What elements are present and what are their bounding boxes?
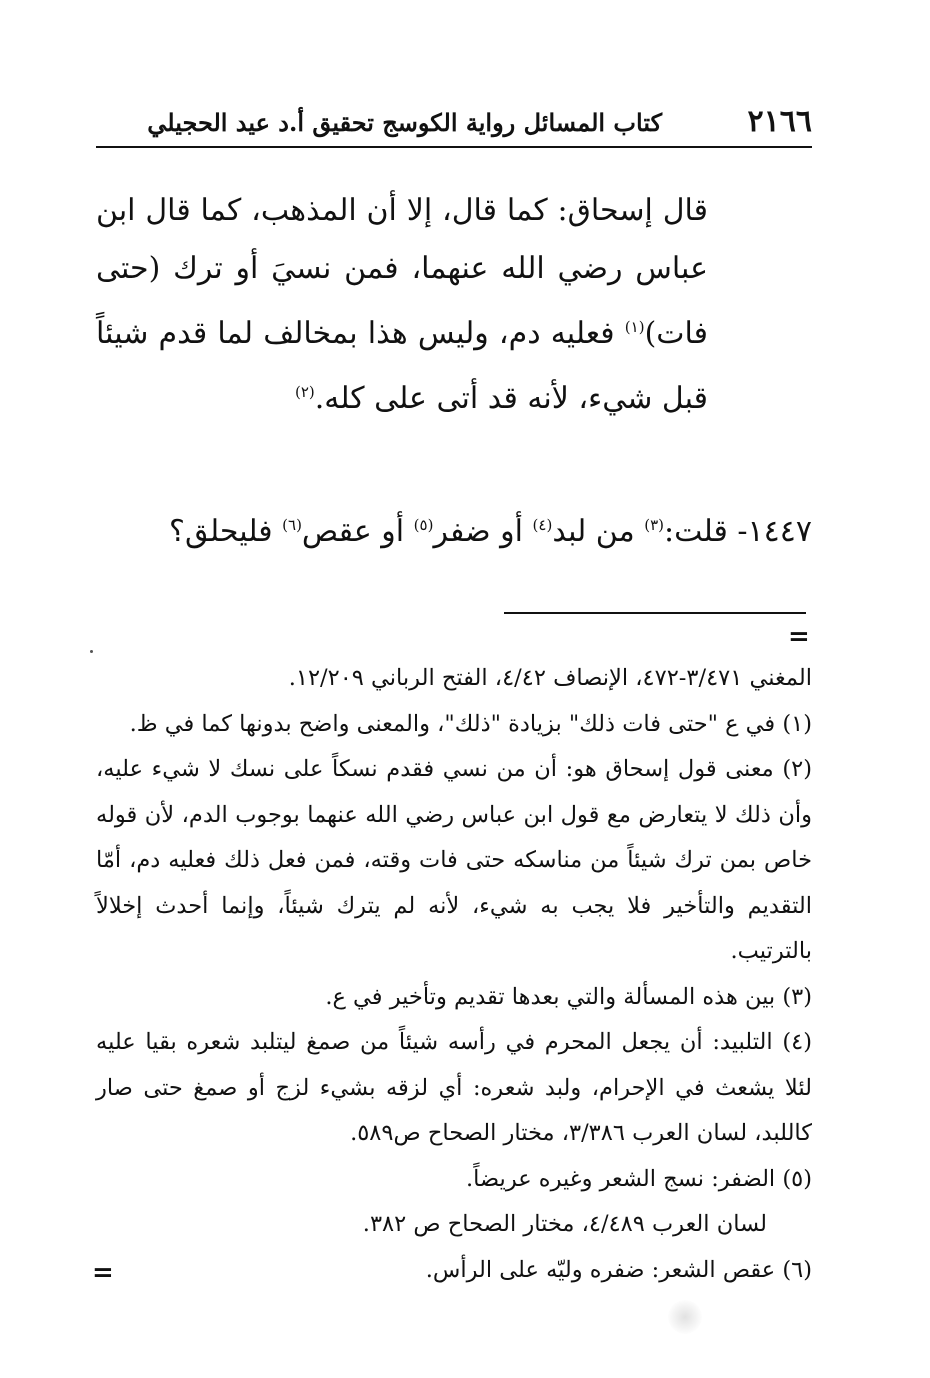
paragraph-text-2: فعليه دم، وليس هذا بمخالف لما قدم شيئاً قبل شيء، لأنه قد أتى على كله. <box>96 316 708 416</box>
continuation-mark-top: = <box>788 622 810 652</box>
continuation-mark-bottom: = <box>92 1258 114 1288</box>
question-text-1: - قلت: <box>664 514 748 549</box>
question-text-4: أو عقص <box>301 514 414 549</box>
footnote-ref-5: (٥) <box>413 516 434 534</box>
page-number: ٢١٦٦ <box>747 104 812 139</box>
footnote-ref-6: (٦) <box>282 516 302 534</box>
footnote-2: (٢) معنى قول إسحاق هو: أن من نسي فقدم نسكاً على نسك لا شيء عليه، وأن ذلك لا يتعارض مع قول ابن عباس رضي الله عنهما بوجوب الدم، لأن قوله خاص بمن ترك شيئاً من مناسكه حتى فات وقته، فمن فعل ذلك فعليه دم، أمّا التقديم والتأخير فلا يجب به شيء، لأنه لم يترك شيئاً، وإنما أحدث إخلالاً بالترتيب. <box>96 756 812 964</box>
footnote-6: (٦) عقص الشعر: ضفره وليّه على الرأس. <box>425 1256 812 1283</box>
footnote-ref-1: (١) <box>624 318 645 336</box>
main-paragraph <box>96 182 708 428</box>
footnotes <box>96 656 812 1293</box>
footnote-ref-4: (٤) <box>532 516 553 534</box>
faint-stamp-mark <box>668 1300 702 1334</box>
footnote-1: (١) في ع "حتى فات ذلك" بزيادة "ذلك"، والمعنى واضح بدونها كما في ظ. <box>129 710 812 737</box>
footnote-separator-rule <box>504 612 806 614</box>
question-1447 <box>96 500 812 557</box>
footnote-3: (٣) بين هذه المسألة والتي بعدها تقديم وتأخير في ع. <box>325 983 812 1010</box>
paragraph-text-1: قال إسحاق: كما قال، إلا أن المذهب، كما قال ابن عباس رضي الله عنهما، فمن نسيَ أو ترك (حتى فات) <box>96 193 708 351</box>
footnote-ref-3: (٣) <box>644 516 665 534</box>
question-number: ١٤٤٧ <box>747 514 812 549</box>
footnote-ref-2: (٢) <box>294 383 315 401</box>
footnote-5: (٥) الضفر: نسج الشعر وغيره عريضاً. <box>466 1165 812 1192</box>
footnote-4: (٤) التلبيد: أن يجعل المحرم في رأسه شيئاً من صمغ ليتلبد شعره بقيا عليه لئلا يشعث في الإحرام، ولبد شعره: أي لزقه بشيء لزج أو صمغ حتى صار كاللبد، لسان العرب ٣/٣٨٦، مختار الصحاح ص٥٨٩. <box>96 1029 812 1146</box>
question-text-5: فليحلق؟ <box>169 514 283 549</box>
paragraph-ishaq <box>96 182 708 428</box>
page-header <box>96 104 812 148</box>
running-title: كتاب المسائل رواية الكوسج تحقيق أ.د عيد الحجيلي <box>147 108 662 137</box>
header-rule <box>96 146 812 148</box>
scan-speck <box>90 650 93 653</box>
question-text-3: أو ضفر <box>433 514 533 549</box>
question-text-2: من لبد <box>552 514 645 549</box>
footnote-continued: المغني ٣/٤٧١-٤٧٢، الإنصاف ٤/٤٢، الفتح الرباني ١٢/٢٠٩. <box>288 665 812 691</box>
footnote-5-source: لسان العرب ٤/٤٨٩، مختار الصحاح ص ٣٨٢. <box>362 1211 767 1237</box>
